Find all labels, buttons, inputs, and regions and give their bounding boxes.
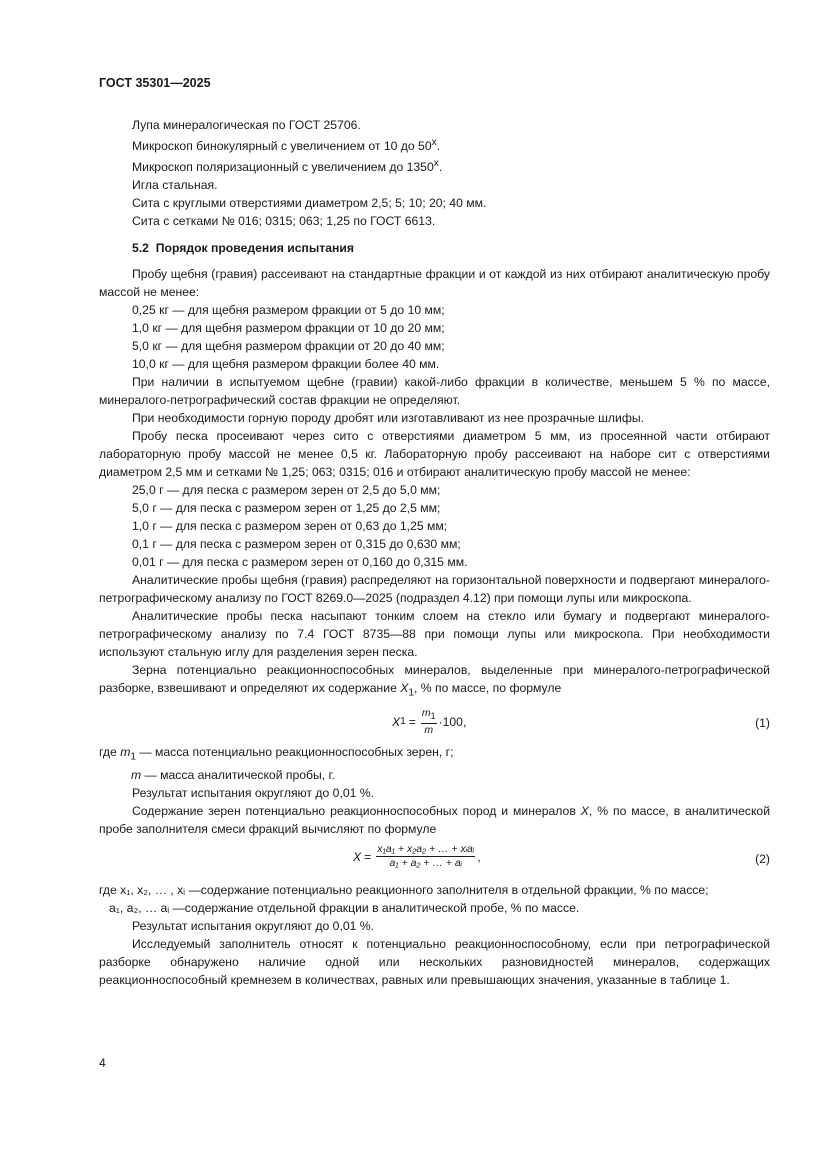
section-heading: 5.2 Порядок проведения испытания xyxy=(132,241,354,256)
paragraph: Результат испытания округляют до 0,01 %. xyxy=(132,919,374,933)
equipment-item: Сита с сетками № 016; 0315; 063; 1,25 по ГОСТ 6613. xyxy=(132,214,436,229)
list-item: 5,0 г — для песка с размером зерен от 1,25 до 2,5 мм; xyxy=(132,501,441,516)
list-item: 1,0 кг — для щебня размером фракции от 10 до 20 мм; xyxy=(132,321,445,336)
definition-line: где $m_1$ — масса потенциально реакционноспособных зерен, г; xyxy=(99,744,454,762)
paragraph: Зерна потенциально реакционноспособных минералов, выделенные при минералого-петрографической разборке, взвешивают и определяют их содержание $X_1$, % по массе, по формуле xyxy=(99,663,770,699)
equipment-item: Игла стальная. xyxy=(132,178,218,193)
paragraph: Исследуемый заполнитель относят к потенциально реакционноспособному, если при петрографической разборке обнаружено наличие одной или нескольких разновидностей минералов, содержащих реакционноспособный кремнезем в количествах, равных или превышающих значения, указанные в таблице 1. xyxy=(99,937,770,987)
formula-2-expression: X = $\frac{\text{x₁a₁ + x₂a₂ + … + xᵢaᵢ}}{\text{a₁ + a₂ + … + aᵢ}}$ , xyxy=(353,843,481,869)
fraction: $\frac{m_1}{m}$ xyxy=(421,706,436,736)
equipment-item: Сита с круглыми отверстиями диаметром 2,5; 5; 10; 20; 40 мм. xyxy=(132,196,487,211)
paragraph: Пробу щебня (гравия) рассеивают на стандартные фракции и от каждой из них отбирают аналитическую пробу массой не менее: xyxy=(99,267,770,300)
list-item: 10,0 кг — для щебня размером фракции более 40 мм. xyxy=(132,357,440,372)
fraction: $\frac{\text{x₁a₁ + x₂a₂ + … + xᵢaᵢ}}{\text{a₁ + a₂ + … + aᵢ}}$ xyxy=(377,843,475,869)
formula-number: (2) xyxy=(755,852,770,866)
formula-1-expression: X 1 = $\frac{m_1}{m}$ ·100, xyxy=(392,706,467,736)
formula-1 xyxy=(99,703,770,743)
paragraph: Содержание зерен потенциально реакционноспособных пород и минералов X, % по массе, в аналитической пробе заполнителя смеси фракций вычисляют по формуле xyxy=(99,804,770,836)
formula-2 xyxy=(99,839,770,881)
equipment-item: Микроскоп поляризационный с увеличением до $1350^х$. xyxy=(132,158,443,175)
list-item: 0,25 кг — для щебня размером фракции от 5 до 10 мм; xyxy=(132,303,445,318)
list-item: 0,01 г — для песка с размером зерен от 0,160 до 0,315 мм. xyxy=(132,555,468,570)
definition-line: m — масса аналитической пробы, г. xyxy=(131,768,335,782)
paragraph: При необходимости горную породу дробят или изготавливают из нее прозрачные шлифы. xyxy=(132,411,645,426)
equipment-item: Лупа минералогическая по ГОСТ 25706. xyxy=(132,118,361,132)
list-item: 0,1 г — для песка с размером зерен от 0,315 до 0,630 мм; xyxy=(132,537,461,552)
where-block-1 xyxy=(99,743,770,784)
page-number: 4 xyxy=(99,1056,106,1070)
paragraph: Пробу песка просеивают через сито с отверстиями диаметром 5 мм, из просеянной части отбирают лабораторную пробу массой не менее 0,5 кг. Лабораторную пробу рассеивают на наборе сит с отверстиями диаметром 2,5 мм и сетками № 1,25; 063; 0315; 016 и отбирают аналитическую пробу массой не менее: xyxy=(99,429,770,480)
paragraph: При наличии в испытуемом щебне (гравии) какой-либо фракции в количестве, меньшем 5 % по массе, минералого-петрографический состав фракции не определяют. xyxy=(99,375,770,408)
paragraph: Аналитические пробы песка насыпают тонким слоем на стекло или бумагу и подвергают минералого-петрографическому анализу по 7.4 ГОСТ 8735—88 при помощи лупы или микроскопа. При необходимости используют стальную иглу для разделения зерен песка. xyxy=(99,609,770,660)
definition-line: где x₁, x₂, … , xᵢ — содержание потенциально реакционного заполнителя в отдельной фракции, % по массе; xyxy=(99,883,709,897)
list-item: 5,0 кг — для щебня размером фракции от 20 до 40 мм; xyxy=(132,339,445,354)
formula-number: (1) xyxy=(755,715,770,730)
list-item: 25,0 г — для песка с размером зерен от 2,5 до 5,0 мм; xyxy=(132,483,441,498)
definition-line: a₁, a₂, … aᵢ — содержание отдельной фракции в аналитической пробе, % по массе. xyxy=(109,901,580,915)
running-header: ГОСТ 35301—2025 xyxy=(99,76,211,90)
paragraph: Аналитические пробы щебня (гравия) распределяют на горизонтальной поверхности и подвергают минералого-петрографическому анализу по ГОСТ 8269.0—2025 (подраздел 4.12) при помощи лупы или микроскопа. xyxy=(99,573,770,606)
equipment-item: Микроскоп бинокулярный с увеличением от 10 до $50^х$. xyxy=(132,137,441,154)
paragraph: Результат испытания округляют до 0,01 %. xyxy=(132,786,374,800)
page-content xyxy=(99,116,770,989)
where-block-2 xyxy=(99,881,770,917)
list-item: 1,0 г — для песка с размером зерен от 0,63 до 1,25 мм; xyxy=(132,519,448,534)
